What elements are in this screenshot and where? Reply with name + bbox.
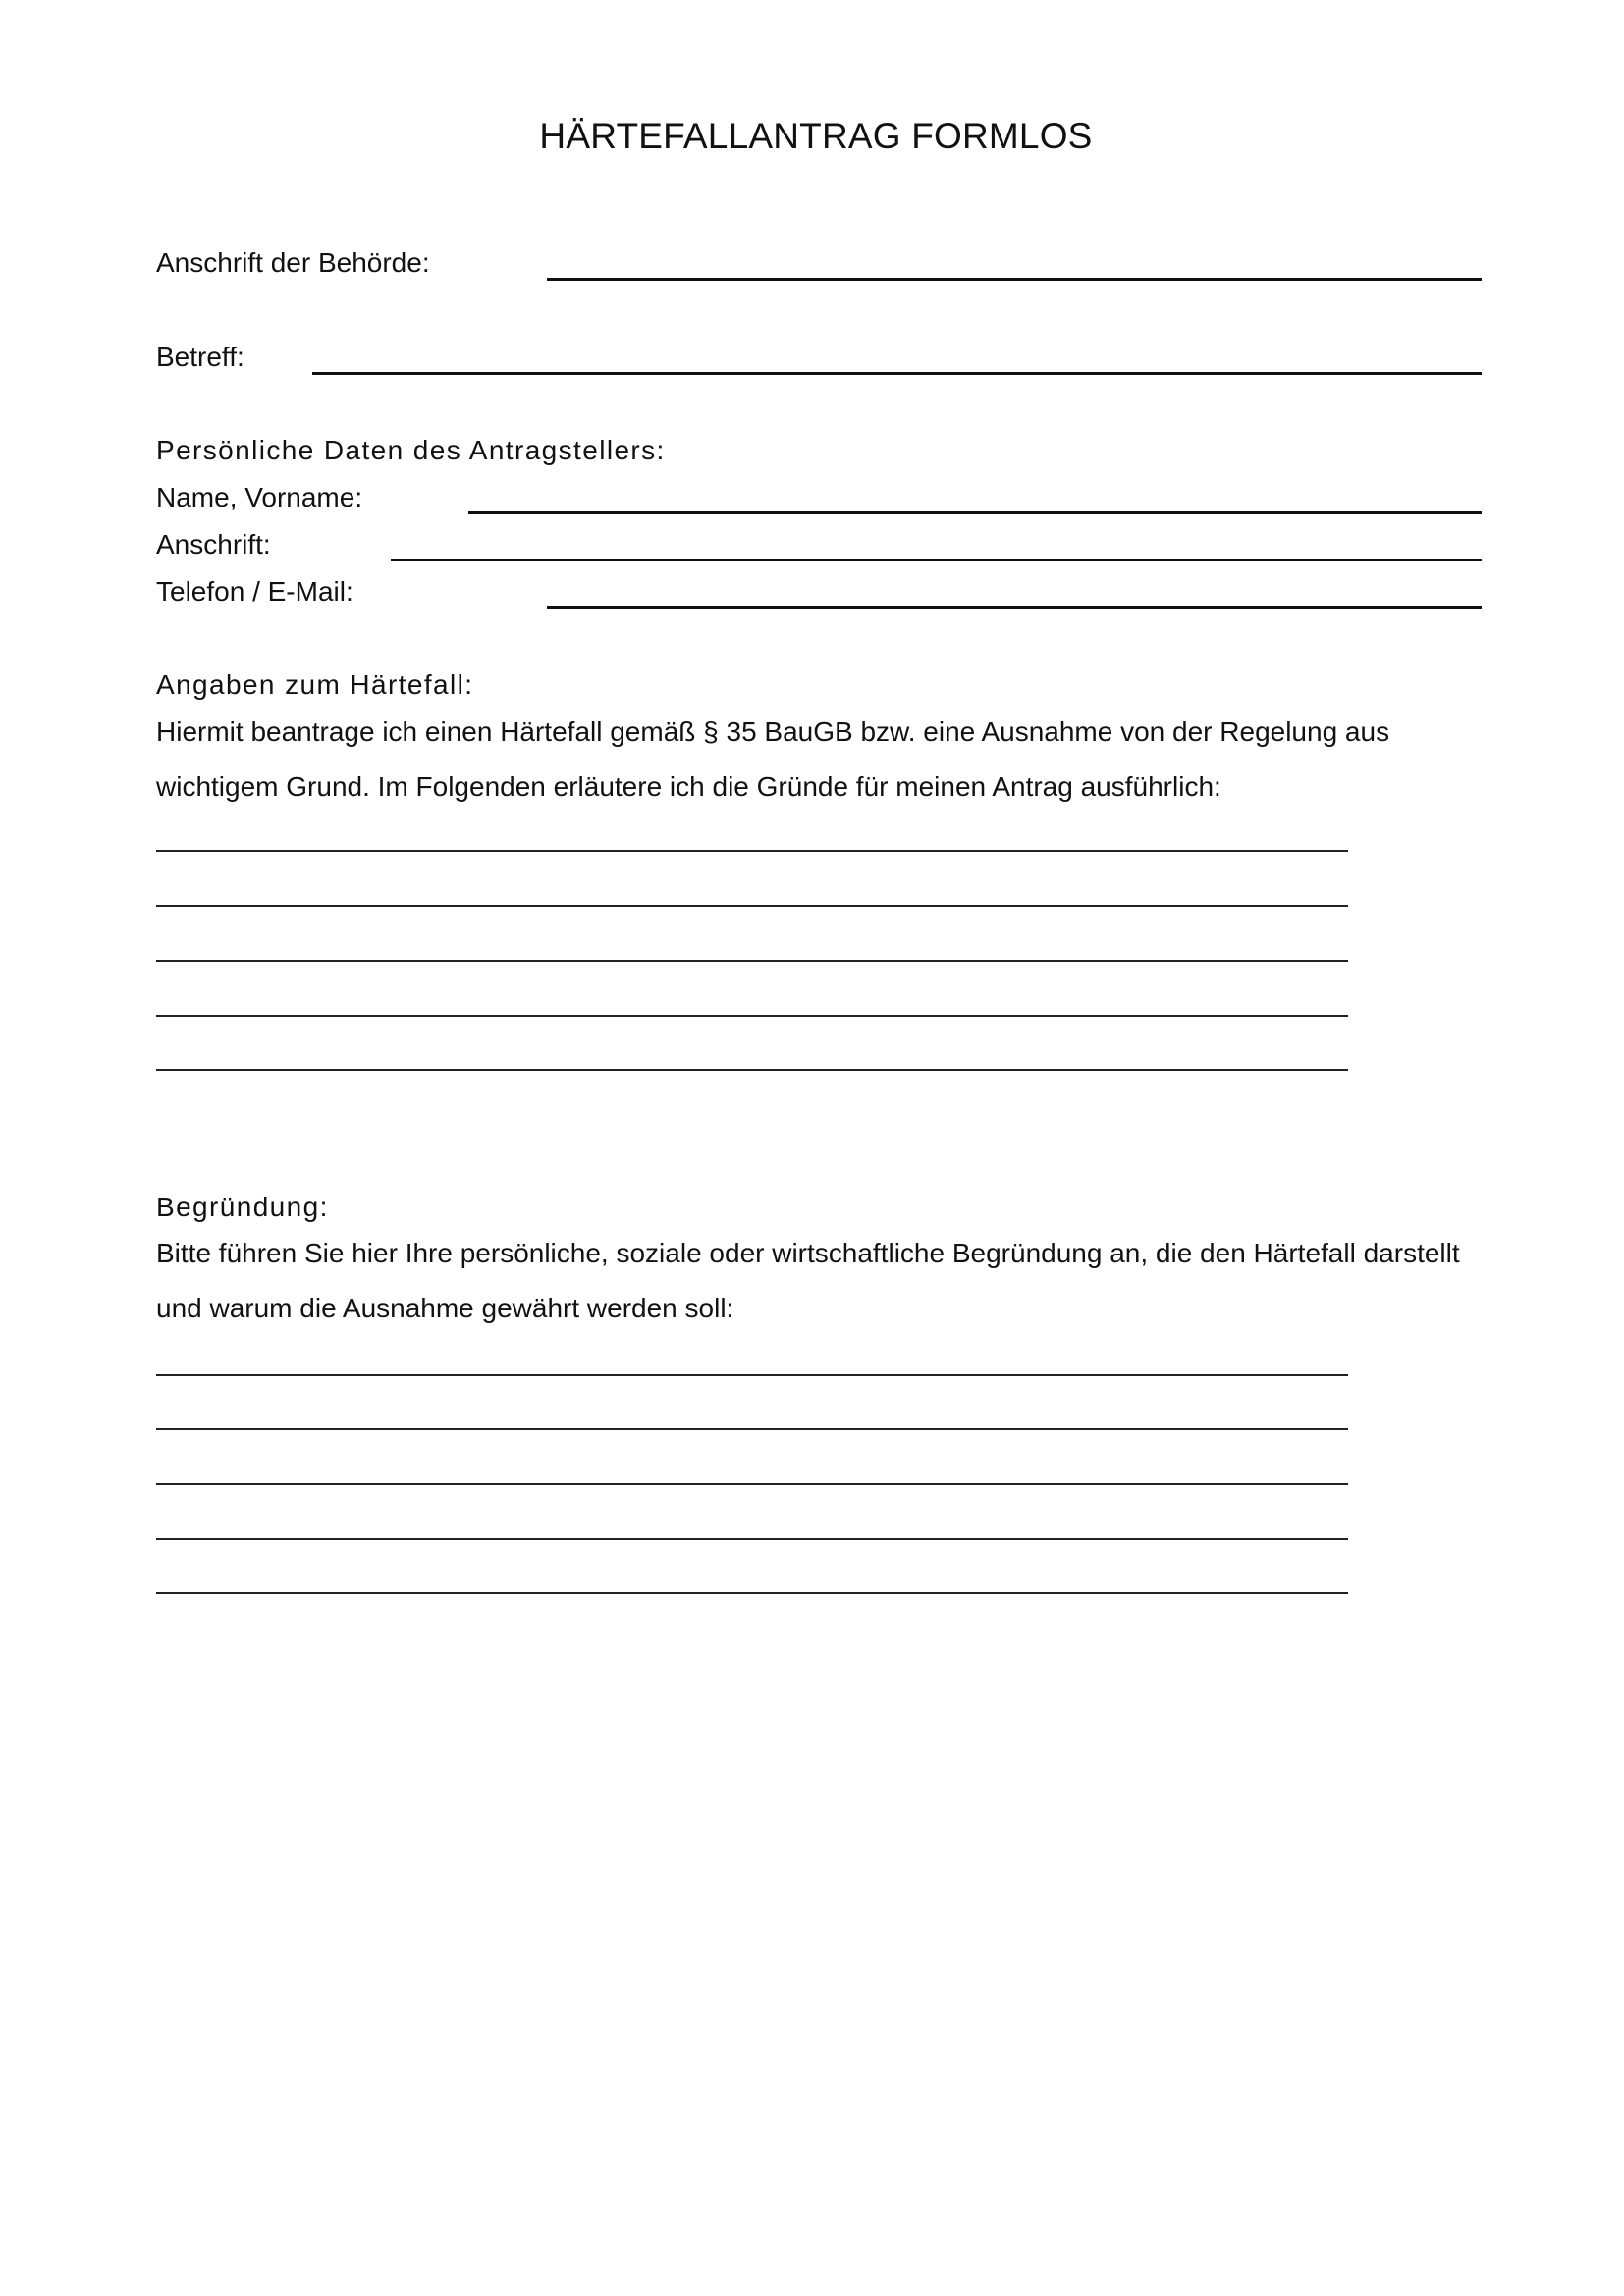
hardship-answer-line-2[interactable]: [156, 905, 1348, 907]
reasoning-heading: Begründung:: [156, 1192, 329, 1222]
reasoning-answer-line-1[interactable]: [156, 1374, 1348, 1376]
reasoning-answer-line-2[interactable]: [156, 1428, 1348, 1430]
reasoning-text-line-2: und warum die Ausnahme gewährt werden soll:: [156, 1293, 734, 1323]
hardship-answer-line-3[interactable]: [156, 960, 1348, 962]
hardship-answer-line-1[interactable]: [156, 850, 1348, 852]
reasoning-answer-line-3[interactable]: [156, 1483, 1348, 1485]
contact-label: Telefon / E-Mail:: [156, 576, 353, 607]
document-title: HÄRTEFALLANTRAG FORMLOS: [539, 116, 1093, 156]
personal-data-heading: Persönliche Daten des Antragstellers:: [156, 435, 666, 465]
reasoning-text-line-1: Bitte führen Sie hier Ihre persönliche, soziale oder wirtschaftliche Begründung an, die den Härtefall darstellt: [156, 1238, 1460, 1268]
hardship-answer-line-5[interactable]: [156, 1069, 1348, 1071]
reasoning-answer-line-4[interactable]: [156, 1538, 1348, 1540]
address-label: Anschrift:: [156, 529, 271, 560]
address-field[interactable]: [391, 559, 1482, 561]
hardship-heading: Angaben zum Härtefall:: [156, 669, 474, 700]
hardship-answer-line-4[interactable]: [156, 1015, 1348, 1017]
reasoning-answer-line-5[interactable]: [156, 1592, 1348, 1594]
contact-field[interactable]: [547, 606, 1482, 609]
subject-label: Betreff:: [156, 342, 244, 372]
hardship-text-line-1: Hiermit beantrage ich einen Härtefall gemäß § 35 BauGB bzw. eine Ausnahme von der Regelung aus: [156, 717, 1390, 747]
hardship-text-line-2: wichtigem Grund. Im Folgenden erläutere ich die Gründe für meinen Antrag ausführlich:: [156, 772, 1221, 802]
subject-field[interactable]: [312, 372, 1482, 375]
name-field[interactable]: [468, 511, 1482, 514]
authority-address-field[interactable]: [547, 278, 1482, 281]
name-label: Name, Vorname:: [156, 482, 363, 512]
authority-address-label: Anschrift der Behörde:: [156, 247, 430, 278]
